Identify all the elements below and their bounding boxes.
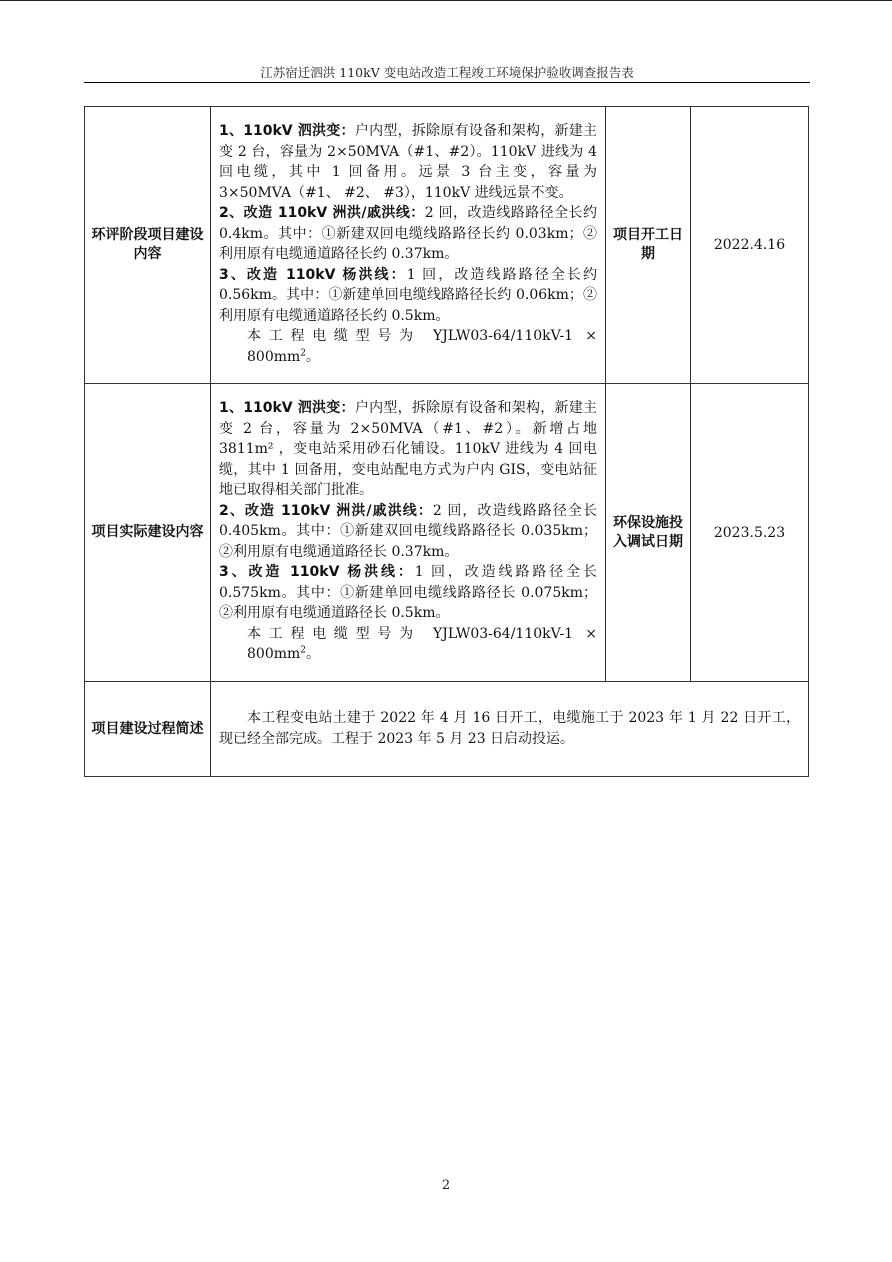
header-rule <box>84 82 810 83</box>
eia-item-1: 1、110kV 泗洪变：户内型，拆除原有设备和架构，新建主变 2 台，容量为 2×50MVA（#1、#2）。110kV 进线为 4 回电缆，其中 1 回备用。远景 3 台主变，容量为 3×50MVA（#1、 #2、 #3），110kV 进线远景不变。 <box>219 123 598 201</box>
table-row-eia-content <box>85 107 809 384</box>
page-header: 江苏宿迁泗洪 110kV 变电站改造工程竣工环境保护验收调查报告表 <box>260 65 634 80</box>
actual-cable-model: 本工程电缆型号为 YJLW03-64/110kV-1 × $800mm^2$。 <box>247 625 597 663</box>
process-text: 本工程变电站土建于 2022 年 4 月 16 日开工，电缆施工于 2023 年 1 月 22 日开工，现已经全部完成。工程于 2023 年 5 月 23 日启动投运。 <box>211 682 809 777</box>
eia-cable-model: 本工程电缆型号为 YJLW03-64/110kV-1 × $800mm^2$。 <box>247 328 597 365</box>
report-table <box>84 106 809 777</box>
actual-item-2: 2、改造 110kV 洲洪/戚洪线：2 回，改造线路路径全长 0.405km。其中：①新建双回电缆线路路径长 0.035km；②利用原有电缆通道路径长 0.37km。 <box>219 502 597 560</box>
start-date-value: 2022.4.16 <box>691 107 809 384</box>
eia-content-cell <box>211 107 606 384</box>
top-border <box>0 0 892 1</box>
actual-item-1: 1、110kV 泗洪变：户内型，拆除原有设备和架构，新建主变 2 台，容量为 2×50MVA（#1、#2）。新增占地 3811m² ，变电站采用砂石化铺设。110kV 进线为 4 回电缆，其中 1 回备用，变电站配电方式为户内 GIS，变电站征地已取得相关部门批准。 <box>219 400 598 499</box>
actual-item-3: 3、改造 110kV 杨洪线：1 回，改造线路路径全长 0.575km。其中：①新建单回电缆线路路径长 0.075km；②利用原有电缆通道路径长 0.5km。 <box>219 564 597 622</box>
start-date-label: 项目开工日期 <box>606 107 691 384</box>
table-row-actual-content <box>85 384 809 682</box>
eia-item-3: 3、改造 110kV 杨洪线：1 回，改造线路路径全长约 0.56km。其中：①新建单回电缆线路路径长约 0.06km；②利用原有电缆通道路径长约 0.5km。 <box>219 266 598 324</box>
page-number: 2 <box>441 1178 451 1193</box>
table-row-process <box>85 682 809 777</box>
eia-content-label: 环评阶段项目建设内容 <box>85 107 211 384</box>
actual-content-cell <box>211 384 606 682</box>
eia-item-2: 2、改造 110kV 洲洪/戚洪线：2 回，改造线路路径全长约 0.4km。其中：①新建双回电缆线路路径长约 0.03km；②利用原有电缆通道路径长约 0.37km。 <box>219 205 597 262</box>
commissioning-date-value: 2023.5.23 <box>691 384 809 682</box>
process-label: 项目建设过程简述 <box>85 682 211 777</box>
commissioning-date-label: 环保设施投入调试日期 <box>606 384 691 682</box>
actual-content-label: 项目实际建设内容 <box>85 384 211 682</box>
